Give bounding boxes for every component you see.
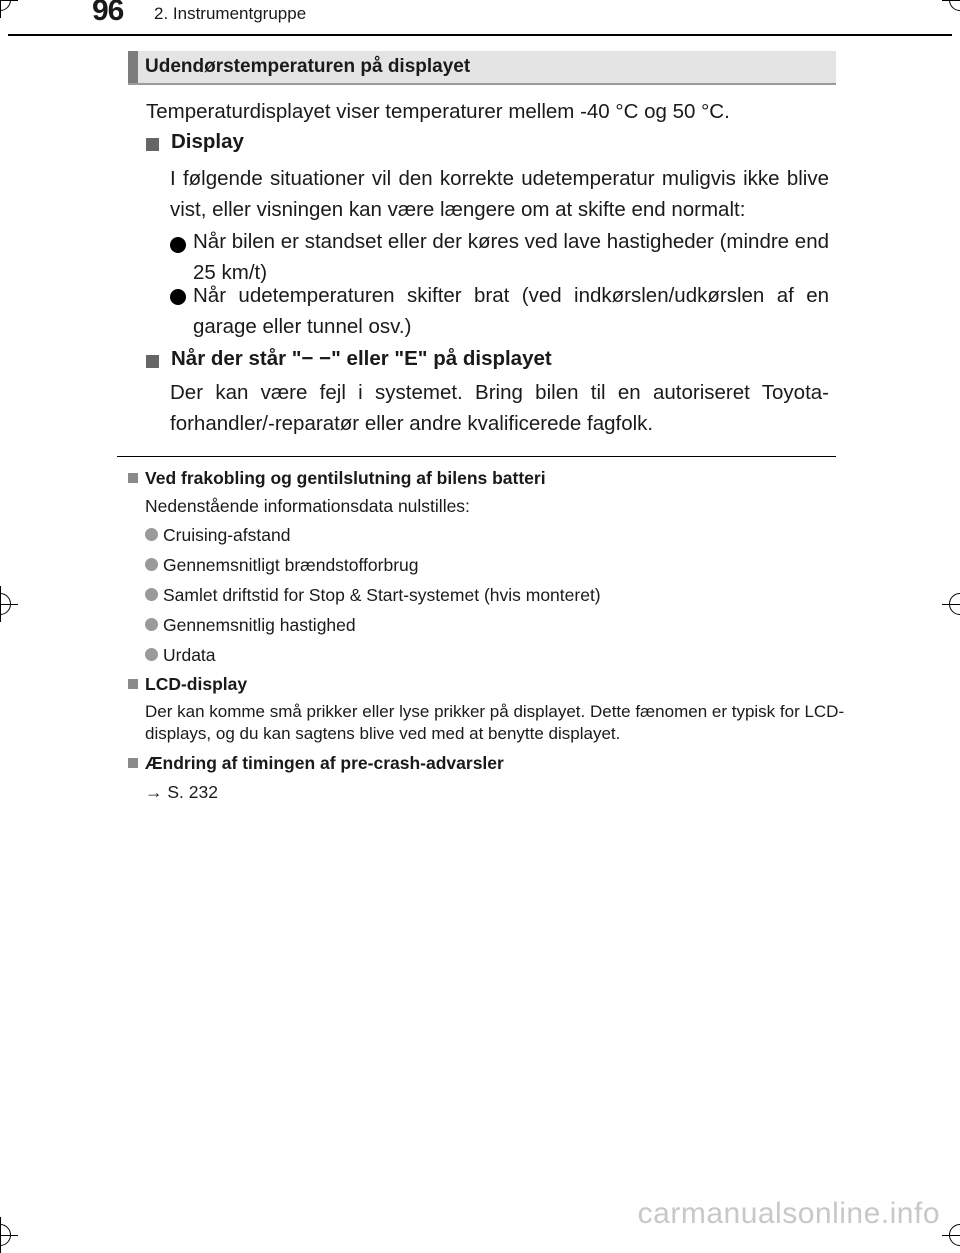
page-number: 96	[92, 0, 124, 27]
page-reference-text: S. 232	[167, 782, 218, 802]
crop-mark-icon	[949, 1224, 960, 1246]
crop-mark-icon	[0, 593, 11, 615]
square-bullet-icon	[128, 679, 138, 689]
section-heading	[128, 51, 836, 85]
crop-mark-icon	[0, 0, 11, 11]
crop-mark-icon	[949, 593, 960, 615]
square-bullet-icon	[146, 355, 159, 368]
subsection-title: Når der står "− −" eller "E" på displayet	[171, 347, 552, 370]
square-bullet-icon	[146, 138, 159, 151]
square-bullet-icon	[128, 473, 138, 483]
bullet-icon	[145, 618, 158, 631]
bullet-icon	[170, 289, 186, 305]
bullet-icon	[145, 558, 158, 571]
section-intro: Temperaturdisplayet viser temperaturer mellem -40 °C og 50 °C.	[146, 100, 730, 123]
page-reference	[145, 781, 218, 803]
bullet-icon	[145, 648, 158, 661]
section-divider	[117, 456, 836, 457]
note-text: Der kan komme små prikker eller lyse prikker på displayet. Dette fænomen er typisk for LCD-displays, og du kan sagtens blive ved med at benytte displayet.	[145, 702, 845, 743]
chapter-title: 2. Instrumentgruppe	[154, 4, 307, 23]
list-item: Gennemsnitlig hastighed	[163, 615, 356, 635]
note-text: Nedenstående informationsdata nulstilles:	[145, 496, 470, 516]
note-title: Ved frakobling og gentilslutning af bilens batteri	[145, 468, 546, 488]
list-item: Gennemsnitligt brændstofforbrug	[163, 555, 419, 575]
bullet-icon	[145, 588, 158, 601]
note-title: LCD-display	[145, 674, 248, 694]
crop-mark-icon	[949, 0, 960, 11]
crop-mark-icon	[0, 1224, 11, 1246]
bullet-item: Når udetemperaturen skifter brat (ved indkørslen/udkørslen af en garage eller tunnel osv.)	[193, 284, 829, 338]
note-title: Ændring af timingen af pre-crash-advarsler	[145, 753, 504, 773]
bullet-item: Når bilen er standset eller der køres ved lave hastigheder (mindre end 25 km/t)	[193, 230, 829, 284]
subsection-text: Der kan være fejl i systemet. Bring bilen til en autoriseret Toyota-forhandler/-reparatør eller andre kvalificerede fagfolk.	[170, 381, 829, 435]
list-item: Samlet driftstid for Stop & Start-systemet (hvis monteret)	[163, 585, 601, 605]
section-heading-text: Udendørstemperaturen på displayet	[145, 56, 471, 77]
watermark: carmanualsonline.info	[637, 1197, 940, 1230]
section-heading-bar	[128, 51, 138, 83]
list-item: Cruising-afstand	[163, 525, 291, 545]
bullet-icon	[170, 237, 186, 253]
header-rule	[8, 34, 952, 36]
list-item: Urdata	[163, 645, 216, 665]
square-bullet-icon	[128, 758, 138, 768]
bullet-icon	[145, 528, 158, 541]
subsection-title: Display	[171, 130, 244, 153]
subsection-text: I følgende situationer vil den korrekte udetemperatur muligvis ikke blive vist, eller visningen kan være længere om at skifte end normalt:	[170, 167, 829, 221]
arrow-right-icon: →	[145, 782, 163, 802]
